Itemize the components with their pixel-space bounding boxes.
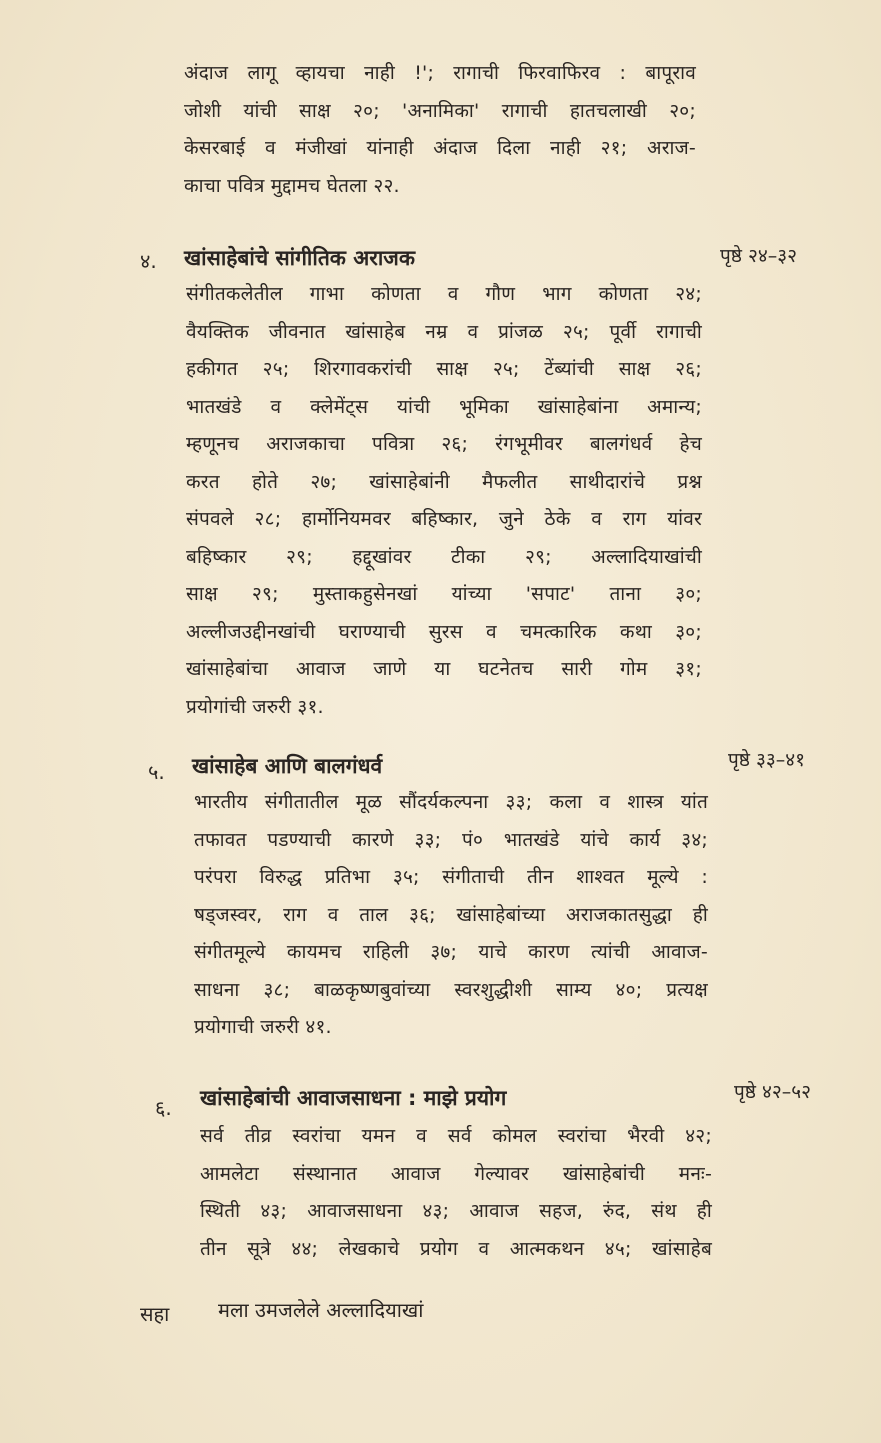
summary-line: अल्लीजउद्दीनखांची घराण्याची सुरस व चमत्कारिक कथा ३०; bbox=[186, 620, 702, 643]
summary-line: साक्ष २९; मुस्ताकहुसेनखां यांच्या 'सपाट' ताना ३०; bbox=[186, 583, 702, 605]
intro-line: जोशी यांची साक्ष २०; 'अनामिका' रागाची हातचलाखी २०; bbox=[184, 99, 696, 122]
summary-line: भारतीय संगीतातील मूळ सौंदर्यकल्पना ३३; कला व शास्त्र यांत bbox=[194, 791, 708, 813]
section-number: ५. bbox=[148, 760, 165, 784]
section-number: ४. bbox=[140, 249, 157, 273]
summary-line: भातखंडे व क्लेमेंट्स यांची भूमिका खांसाहेबांना अमान्य; bbox=[186, 395, 702, 418]
summary-line: आमलेटा संस्थानात आवाज गेल्यावर खांसाहेबांची मनः- bbox=[200, 1162, 712, 1185]
section-summary bbox=[186, 276, 702, 726]
intro-line: केसरबाई व मंजीखां यांनाही अंदाज दिला नाही २१; अराज- bbox=[184, 137, 696, 159]
running-title: मला उमजलेले अल्लादियाखां bbox=[218, 1298, 424, 1322]
summary-line: खांसाहेबांचा आवाज जाणे या घटनेतच सारी गोम ३१; bbox=[186, 658, 702, 680]
section-summary bbox=[200, 1118, 712, 1268]
summary-line: तफावत पडण्याची कारणे ३३; पं० भातखंडे यांचे कार्य ३४; bbox=[194, 828, 708, 851]
summary-line: बहिष्कार २९; हद्दूखांवर टीका २९; अल्लादियाखांची bbox=[186, 545, 702, 568]
summary-line: साधना ३८; बाळकृष्णबुवांच्या स्वरशुद्धीशी साम्य ४०; प्रत्यक्ष bbox=[194, 978, 708, 1001]
summary-line: षड्जस्वर, राग व ताल ३६; खांसाहेबांच्या अराजकातसुद्धा ही bbox=[194, 903, 708, 926]
summary-line: परंपरा विरुद्ध प्रतिभा ३५; संगीताची तीन शाश्वत मूल्ये : bbox=[194, 866, 708, 888]
section-title: खांसाहेब आणि बालगंधर्व bbox=[192, 754, 383, 778]
section-title: खांसाहेबांची आवाजसाधना : माझे प्रयोग bbox=[200, 1086, 507, 1110]
section-page-range: पृष्ठे ४२–५२ bbox=[734, 1081, 812, 1103]
section-summary bbox=[194, 784, 708, 1047]
summary-line: वैयक्तिक जीवनात खांसाहेब नम्र व प्रांजळ २५; पूर्वी रागाची bbox=[186, 320, 702, 343]
intro-paragraph bbox=[184, 55, 696, 205]
section-title: खांसाहेबांचे सांगीतिक अराजक bbox=[184, 246, 416, 270]
section-page-range: पृष्ठे २४–३२ bbox=[720, 245, 798, 267]
summary-line: स्थिती ४३; आवाजसाधना ४३; आवाज सहज, रुंद, संथ ही bbox=[200, 1200, 712, 1222]
summary-line: म्हणूनच अराजकाचा पवित्रा २६; रंगभूमीवर बालगंधर्व हेच bbox=[186, 433, 702, 455]
summary-line: करत होते २७; खांसाहेबांनी मैफलीत साथीदारांचे प्रश्न bbox=[186, 470, 702, 493]
summary-line: संगीतकलेतील गाभा कोणता व गौण भाग कोणता २४; bbox=[186, 283, 702, 305]
summary-line: तीन सूत्रे ४४; लेखकाचे प्रयोग व आत्मकथन ४५; खांसाहेब bbox=[200, 1237, 712, 1260]
section-number: ६. bbox=[155, 1096, 172, 1120]
intro-line: अंदाज लागू व्हायचा नाही !'; रागाची फिरवाफिरव : बापूराव bbox=[184, 62, 696, 84]
summary-line: हकीगत २५; शिरगावकरांची साक्ष २५; टेंब्यांची साक्ष २६; bbox=[186, 358, 702, 380]
summary-line: संगीतमूल्ये कायमच राहिली ३७; याचे कारण त्यांची आवाज- bbox=[194, 941, 708, 963]
summary-line: सर्व तीव्र स्वरांचा यमन व सर्व कोमल स्वरांचा भैरवी ४२; bbox=[200, 1125, 712, 1147]
page-number: सहा bbox=[140, 1302, 170, 1326]
summary-line: संपवले २८; हार्मोनियमवर बहिष्कार, जुने ठेके व राग यांवर bbox=[186, 508, 702, 530]
intro-line: काचा पवित्र मुद्दामच घेतला २२. bbox=[184, 174, 400, 197]
section-page-range: पृष्ठे ३३–४१ bbox=[728, 749, 806, 771]
summary-line: प्रयोगाची जरुरी ४१. bbox=[194, 1016, 332, 1038]
summary-line: प्रयोगांची जरुरी ३१. bbox=[186, 695, 324, 718]
